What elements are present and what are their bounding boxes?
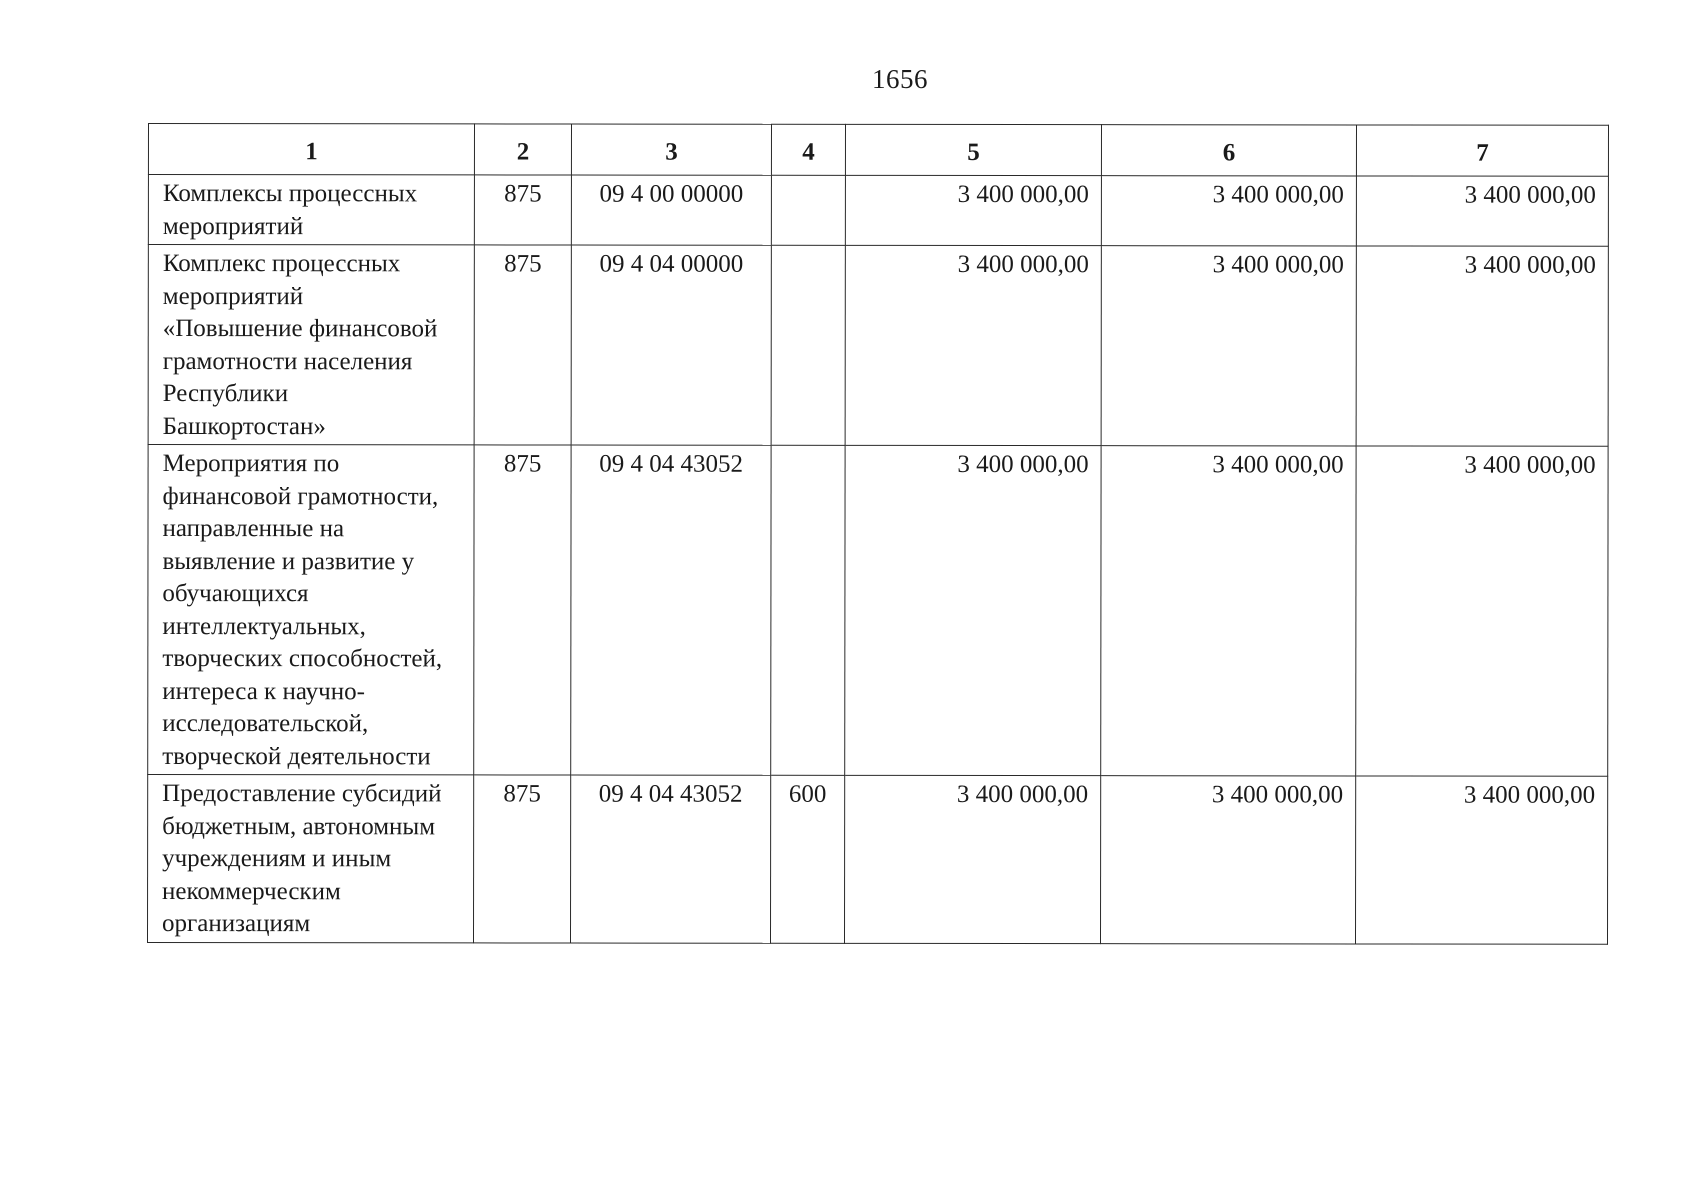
page-number: 1656 — [872, 64, 928, 94]
row-amount-cell: 3 400 000,00 — [1101, 246, 1356, 446]
row-amount-cell: 3 400 000,00 — [845, 445, 1101, 775]
row-code-cell: 875 — [473, 775, 570, 943]
row-amount-cell: 3 400 000,00 — [1356, 176, 1608, 246]
column-header: 7 — [1356, 125, 1608, 176]
column-header: 1 — [148, 124, 474, 175]
row-amount-cell: 3 400 000,00 — [1100, 776, 1355, 944]
row-amount-cell: 3 400 000,00 — [1355, 776, 1607, 944]
row-name-cell — [148, 245, 474, 445]
row-classifier-cell: 09 4 00 00000 — [571, 175, 771, 245]
row-type-cell — [771, 175, 845, 245]
budget-table — [147, 123, 1609, 944]
row-amount-cell: 3 400 000,00 — [844, 775, 1100, 943]
column-header: 5 — [845, 124, 1101, 175]
row-amount-cell: 3 400 000,00 — [845, 175, 1101, 245]
table-row — [148, 175, 1608, 247]
row-classifier-cell: 09 4 04 43052 — [570, 775, 770, 943]
row-classifier-cell: 09 4 04 00000 — [571, 245, 771, 445]
row-name-text: Предоставление субсидий бюджетным, автономным учреждениям и иным некоммерческим организациям — [162, 780, 442, 938]
table-row — [147, 775, 1607, 944]
row-classifier-cell: 09 4 04 43052 — [571, 445, 771, 775]
row-type-cell — [771, 245, 845, 445]
column-header: 2 — [474, 124, 571, 175]
row-amount-cell: 3 400 000,00 — [1356, 446, 1608, 776]
row-name-cell — [147, 775, 473, 943]
table-row — [148, 245, 1608, 447]
row-amount-cell: 3 400 000,00 — [1356, 246, 1608, 446]
table-row — [148, 445, 1608, 777]
row-amount-cell: 3 400 000,00 — [845, 245, 1101, 445]
column-header: 3 — [571, 124, 771, 175]
table-header-row — [148, 124, 1608, 177]
row-name-text: Комплекс процессных мероприятий «Повышение финансовой грамотности населения Республики Башкортостан» — [162, 250, 438, 440]
row-type-cell — [771, 445, 845, 775]
row-name-cell — [148, 445, 474, 775]
row-name-text: Мероприятия по финансовой грамотности, направленные на выявление и развитие у обучающихся интеллектуальных, творческих способностей, интереса к научно-исследовательской, творческой деятельности — [162, 450, 443, 770]
row-amount-cell: 3 400 000,00 — [1101, 176, 1356, 246]
row-type-cell: 600 — [770, 775, 844, 943]
row-code-cell: 875 — [474, 245, 571, 445]
row-name-cell — [148, 175, 474, 245]
column-header: 6 — [1101, 125, 1356, 176]
row-code-cell: 875 — [474, 445, 571, 775]
row-code-cell: 875 — [474, 175, 571, 245]
row-amount-cell: 3 400 000,00 — [1101, 446, 1356, 776]
column-header: 4 — [771, 124, 845, 175]
row-name-text: Комплексы процессных мероприятий — [162, 180, 418, 240]
